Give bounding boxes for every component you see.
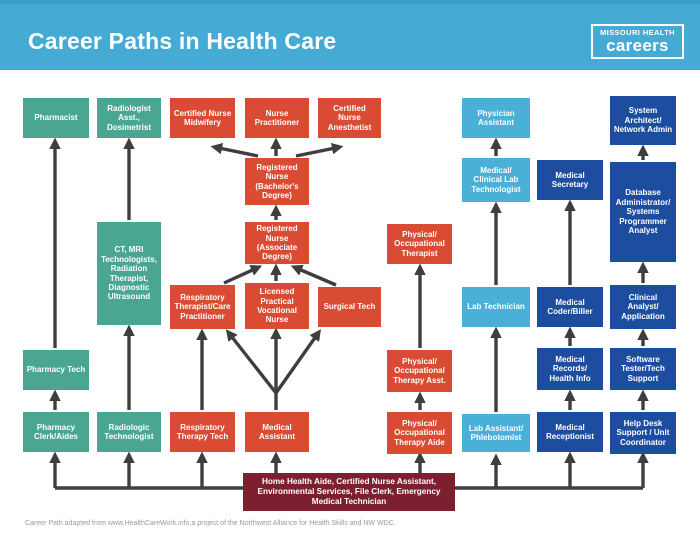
nurse-practitioner-box: Nurse Practitioner [245,98,309,138]
po-therapist-box: Physical/ Occupational Therapist [387,224,452,264]
lab-assistant-box: Lab Assistant/ Phlebotomist [462,414,530,452]
medical-assistant-box: Medical Assistant [245,412,309,452]
surgical-tech-box: Surgical Tech [318,287,381,327]
help-desk-box: Help Desk Support / Unit Coordinator [610,412,676,454]
cert-nurse-midwifery-box: Certified Nurse Midwifery [170,98,235,138]
lpn-box: Licensed Practical Vocational Nurse [245,283,309,329]
radiologist-asst-box: Radiologist Asst., Dosimetrist [97,98,161,138]
page-title: Career Paths in Health Care [28,28,337,54]
rn-bachelors-box: Registered Nurse (Bachelor's Degree) [245,158,309,205]
medical-coder-box: Medical Coder/Biller [537,287,603,327]
source-caption: Career Path adapted from www.HealthCareWork.info,a project of the Northwest Alliance for Health Skills and NW WDC. [25,520,396,527]
po-therapy-asst-box: Physical/ Occupational Therapy Asst. [387,350,452,392]
pharmacist-box: Pharmacist [23,98,89,138]
resp-therapist-box: Respiratory Therapist/Care Practitioner [170,285,235,329]
entry-level-box: Home Health Aide, Certified Nurse Assistant, Environmental Services, File Clerk, Emergency Medical Technician [243,473,455,511]
medical-receptionist-box: Medical Receptionist [537,412,603,452]
radiologic-tech-box: Radiologic Technologist [97,412,161,452]
system-architect-box: System Architect/ Network Admin [610,96,676,145]
clinical-analyst-box: Clinical Analyst/ Application [610,285,676,329]
cert-nurse-anesthetist-box: Certified Nurse Anesthetist [318,98,381,138]
physician-assistant-box: Physician Assistant [462,98,530,138]
ct-mri-box: CT, MRI Technologists, Radiation Therapist, Diagnostic Ultrasound [97,222,161,325]
medical-secretary-box: Medical Secretary [537,160,603,200]
logo-text-top: MISSOURI HEALTH [599,28,675,37]
medical-records-box: Medical Records/ Health Info [537,348,603,390]
pharmacy-tech-box: Pharmacy Tech [23,350,89,390]
po-therapy-aide-box: Physical/ Occupational Therapy Aide [387,412,452,454]
database-admin-box: Database Administrator/ Systems Programmer Analyst [610,162,676,262]
software-tester-box: Software Tester/Tech Support [610,348,676,390]
logo-text-bottom: careers [606,36,669,55]
rn-associate-box: Registered Nurse (Associate Degree) [245,222,309,264]
med-clinical-lab-tech-box: Medical/ Clinical Lab Technologist [462,158,530,202]
pharmacy-clerk-box: Pharmacy Clerk/Aides [23,412,89,452]
resp-therapy-tech-box: Respiratory Therapy Tech [170,412,235,452]
lab-technician-box: Lab Technician [462,287,530,327]
